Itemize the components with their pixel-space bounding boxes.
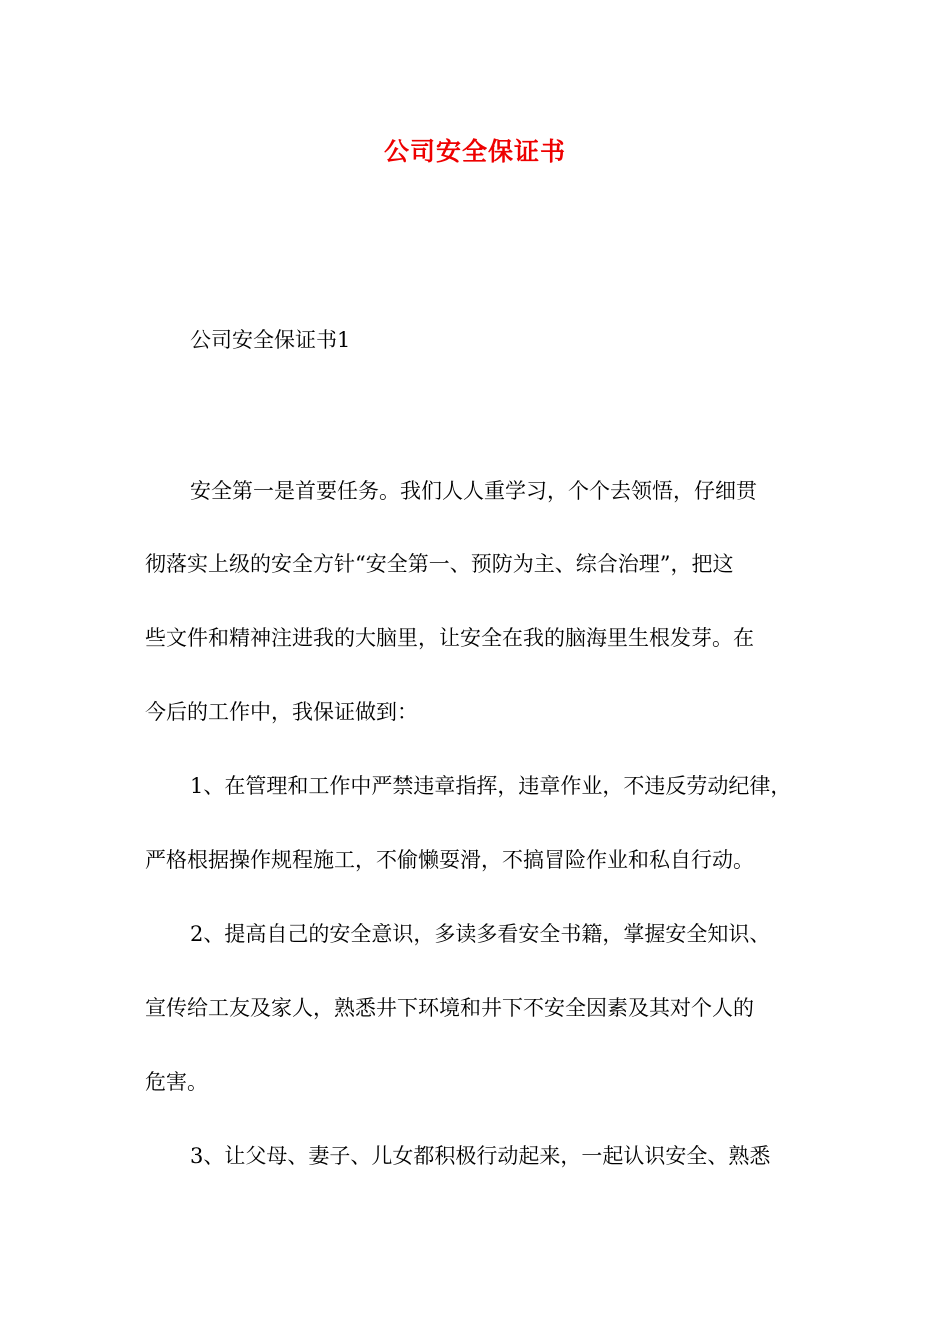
list-item-1-line: 严格根据操作规程施工，不偷懒耍滑，不搞冒险作业和私自行动。 [145,848,754,872]
paragraph-line: 今后的工作中，我保证做到： [145,700,418,724]
list-item-1-line: 1、在管理和工作中严禁违章指挥，违章作业，不违反劳动纪律， [190,774,792,798]
list-item-2-line: 宣传给工友及家人，熟悉井下环境和井下不安全因素及其对个人的 [145,996,754,1020]
paragraph-line: 些文件和精神注进我的大脑里，让安全在我的脑海里生根发芽。在 [145,626,754,650]
list-item-3-line: 3、让父母、妻子、儿女都积极行动起来，一起认识安全、熟悉 [190,1144,771,1168]
document-title: 公司安全保证书 [383,137,566,166]
list-item-2-line: 危害。 [145,1070,208,1094]
section-heading: 公司安全保证书1 [190,328,351,352]
paragraph-line: 安全第一是首要任务。我们人人重学习，个个去领悟，仔细贯 [190,479,757,503]
list-item-2-line: 2、提高自己的安全意识，多读多看安全书籍，掌握安全知识、 [190,922,771,946]
paragraph-line: 彻落实上级的安全方针“安全第一、预防为主、综合治理”，把这 [145,552,734,576]
